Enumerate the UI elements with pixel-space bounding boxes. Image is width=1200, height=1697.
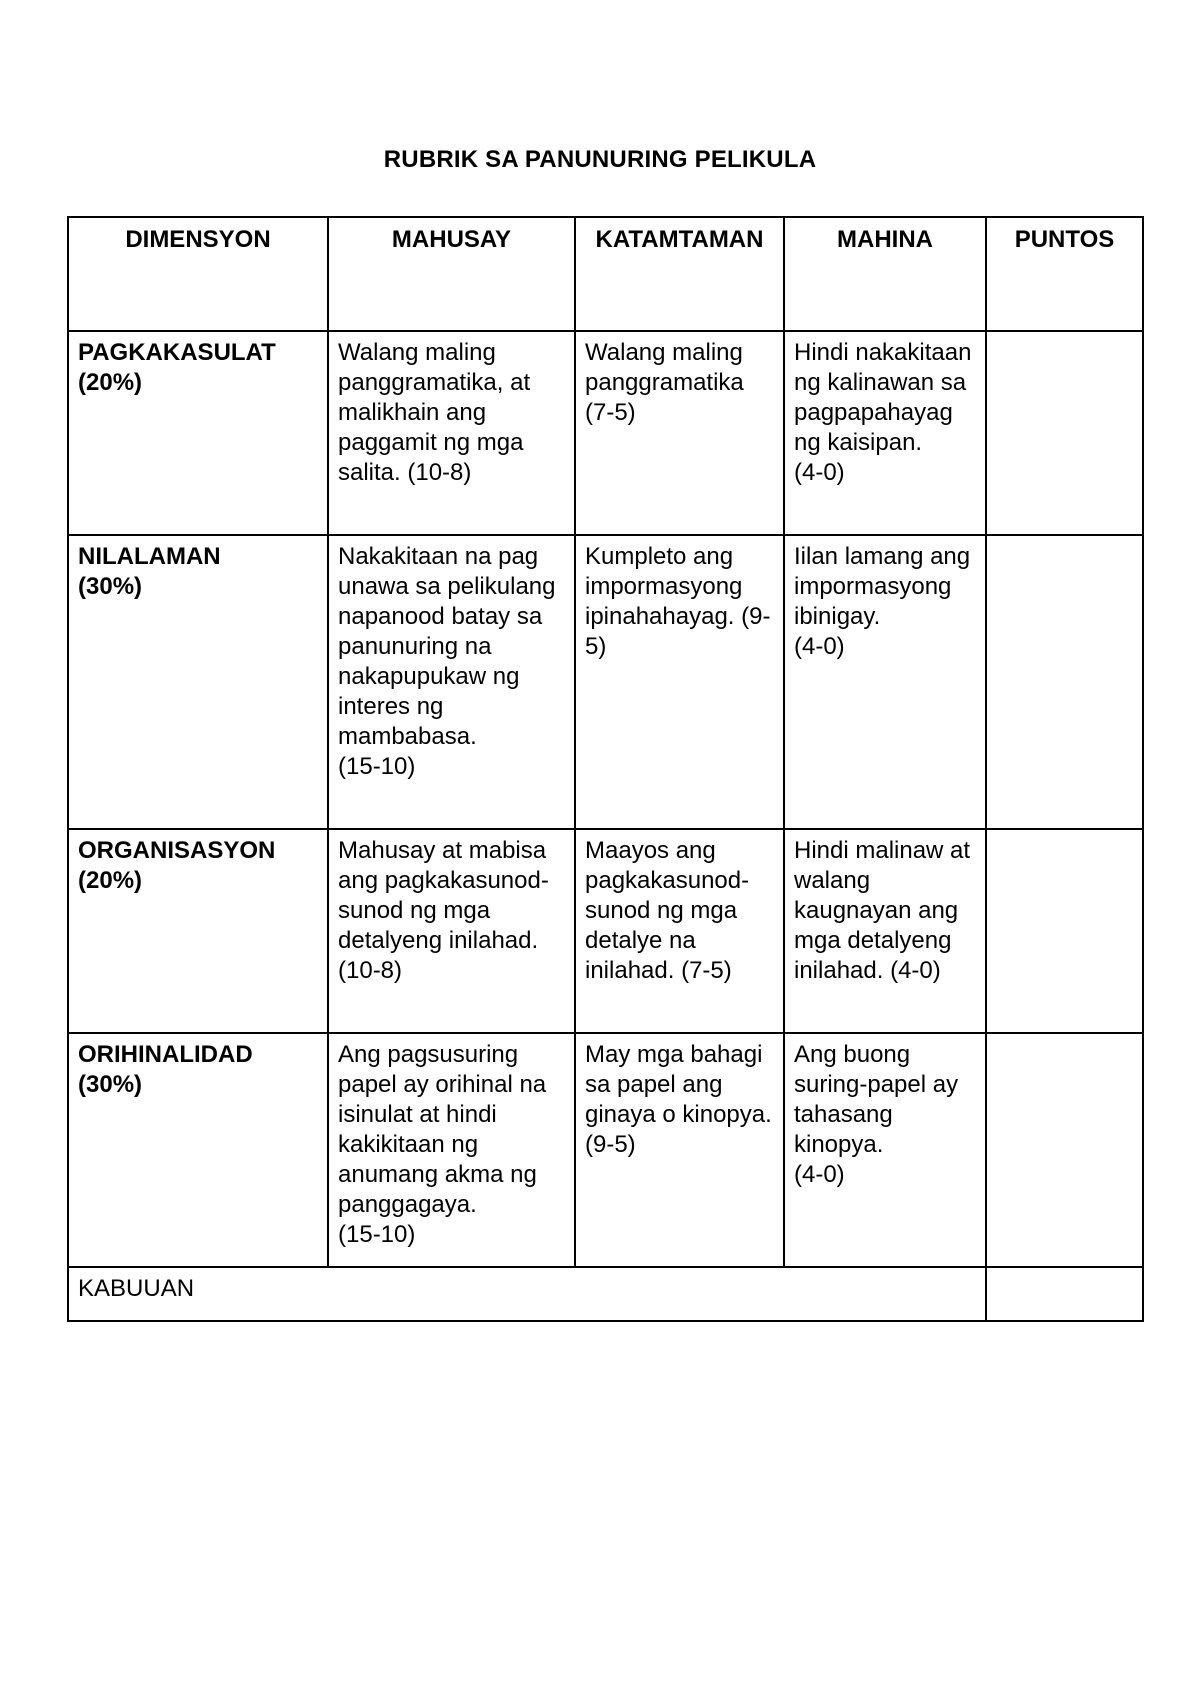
mahina-range: (4-0) bbox=[794, 1161, 845, 1188]
puntos-cell[interactable] bbox=[986, 1033, 1143, 1267]
rubric-table bbox=[67, 216, 1144, 1322]
dimension-cell bbox=[68, 1033, 328, 1267]
puntos-cell[interactable] bbox=[986, 829, 1143, 1033]
mahusay-cell bbox=[328, 1033, 575, 1267]
mahusay-cell bbox=[328, 535, 575, 829]
total-label: KABUUAN bbox=[68, 1267, 986, 1321]
mahina-cell bbox=[784, 535, 986, 829]
katamtaman-cell: Maayos ang pagkakasunod-sunod ng mga detalye na inilahad. (7-5) bbox=[575, 829, 784, 1033]
header-mahusay: MAHUSAY bbox=[328, 217, 575, 331]
mahina-range: (4-0) bbox=[794, 633, 845, 660]
katamtaman-cell: Walang maling panggramatika (7-5) bbox=[575, 331, 784, 535]
dimension-weight: (30%) bbox=[78, 573, 143, 600]
katamtaman-cell bbox=[575, 1033, 784, 1267]
mahusay-text: Ang pagsusuring papel ay orihinal na isinulat at hindi kakikitaan ng anumang akma ng panggagaya. bbox=[338, 1041, 547, 1218]
dimension-weight: (30%) bbox=[78, 1071, 143, 1098]
puntos-cell[interactable] bbox=[986, 331, 1143, 535]
total-value-cell[interactable] bbox=[986, 1267, 1143, 1321]
table-row-nilalaman bbox=[68, 535, 1143, 829]
total-row bbox=[68, 1267, 1143, 1321]
header-mahina: MAHINA bbox=[784, 217, 986, 331]
table-row-organisasyon bbox=[68, 829, 1143, 1033]
table-row-orihinalidad bbox=[68, 1033, 1143, 1267]
dimension-name: ORIHINALIDAD bbox=[78, 1041, 253, 1068]
header-dimension: DIMENSYON bbox=[68, 217, 328, 331]
mahusay-text: Nakakitaan na pag unawa sa pelikulang napanood batay sa panunuring na nakapupukaw ng interes ng mambabasa. bbox=[338, 543, 556, 750]
table-row-pagkakasulat bbox=[68, 331, 1143, 535]
mahina-text: Iilan lamang ang impormasyong ibinigay. bbox=[794, 543, 971, 630]
mahusay-range: (15-10) bbox=[338, 753, 416, 780]
mahusay-cell: Walang maling panggramatika, at malikhain ang paggamit ng mga salita. (10-8) bbox=[328, 331, 575, 535]
mahina-text: Hindi nakakitaan ng kalinawan sa pagpapahayag ng kaisipan. bbox=[794, 339, 972, 456]
document-title: RUBRIK SA PANUNURING PELIKULA bbox=[383, 146, 817, 173]
header-puntos: PUNTOS bbox=[986, 217, 1143, 331]
mahina-cell bbox=[784, 331, 986, 535]
header-row bbox=[68, 217, 1143, 331]
dimension-weight: (20%) bbox=[78, 369, 143, 396]
mahina-range: (4-0) bbox=[794, 459, 845, 486]
dimension-name: NILALAMAN bbox=[78, 543, 221, 570]
dimension-cell bbox=[68, 829, 328, 1033]
katamtaman-text: May mga bahagi sa papel ang ginaya o kinopya. bbox=[585, 1041, 772, 1128]
katamtaman-range: (9-5) bbox=[585, 1131, 636, 1158]
header-katamtaman: KATAMTAMAN bbox=[575, 217, 784, 331]
katamtaman-cell: Kumpleto ang impormasyong ipinahahayag. (9-5) bbox=[575, 535, 784, 829]
mahusay-range: (15-10) bbox=[338, 1221, 416, 1248]
mahina-cell: Hindi malinaw at walang kaugnayan ang mga detalyeng inilahad. (4-0) bbox=[784, 829, 986, 1033]
dimension-name: PAGKAKASULAT bbox=[78, 339, 276, 366]
puntos-cell[interactable] bbox=[986, 535, 1143, 829]
mahusay-cell: Mahusay at mabisa ang pagkakasunod-sunod ng mga detalyeng inilahad. (10-8) bbox=[328, 829, 575, 1033]
dimension-cell bbox=[68, 331, 328, 535]
dimension-name: ORGANISASYON bbox=[78, 837, 276, 864]
dimension-weight: (20%) bbox=[78, 867, 143, 894]
mahina-text: Ang buong suring-papel ay tahasang kinopya. bbox=[794, 1041, 959, 1158]
mahina-cell bbox=[784, 1033, 986, 1267]
dimension-cell bbox=[68, 535, 328, 829]
